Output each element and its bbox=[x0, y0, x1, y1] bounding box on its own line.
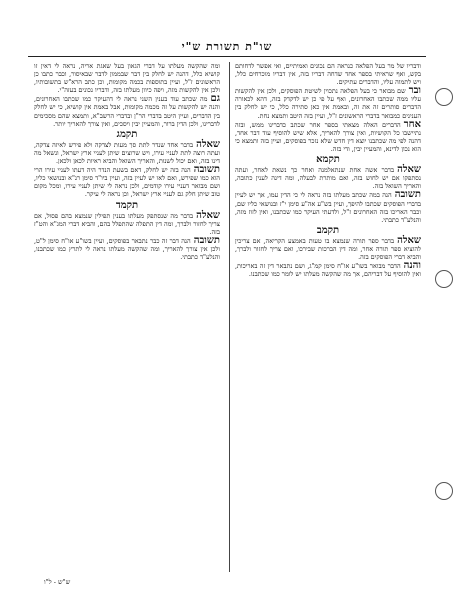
paragraph bbox=[34, 62, 220, 94]
paragraph bbox=[235, 191, 421, 223]
paragraph bbox=[34, 138, 220, 166]
paragraph-text: בדבר מה שנסתפק מעלתו בענין תפילין שנמצא בהם פסול, אם צריך לחזור ולברך, ומה דין התפלה שהתפלל בהם, והביא דברי המג"א והט"ז בזה. bbox=[34, 211, 220, 236]
paragraph-text: ודבריו של מר בעל הפלאה כנראה הם נכונים ואמיתיים, ואי אפשר לדחותם בקש, ואף שראיתי בספר אחד שדחה דבריו בזה, אין דבריו מוכרחים כלל, ויש לתמוה עליו, והדברים עתיקים. bbox=[235, 62, 421, 87]
siman-heading: תקמב bbox=[316, 224, 340, 236]
text-column-left bbox=[34, 62, 220, 572]
lead-word: שאלה bbox=[397, 234, 421, 246]
paragraph-text: הדבר מבואר בשו"ע או"ח סימן קמ"ג, ושם נתבאר דין זה באריכות, ואין להוסיף על דבריהם, אך מה שהקשה מעלתו יש לומר כמו שכתבנו. bbox=[235, 262, 421, 279]
paragraph-text: שם מבואר כי בעל הפלאה נתכוין לשיטת הפוסקים, ולכן אין להקשות עליו ממה שכתבו האחרונים, ואף על פי כן יש לדקדק בזה, דהא לכאורה הדברים סותרים זה את זה, ובאמת אין כאן סתירה כלל, כי יש לחלק בין הענינים כמבואר בדברי הראשונים ז"ל, ועיין בזה היטב ותמצא נחת. bbox=[235, 87, 421, 120]
lead-word: אחר bbox=[403, 118, 421, 130]
lead-word: שאלה bbox=[397, 164, 421, 176]
lead-word: שאלה bbox=[196, 138, 220, 150]
paragraph bbox=[235, 262, 421, 278]
siman-heading: תקמד bbox=[115, 199, 139, 211]
paragraph-text: הדברים האלה מצאתי בספר אחר שכתב כדברינו ממש, ובזה נתיישבו כל הקושיות, ואין צורך להאריך, אלא שיש להוסיף עוד דבר אחד, דהנה לפי מה שכתבנו יוצא דין חדש שלא נזכר בפוסקים, ועיין בזה ותמצא כי הוא נכון לדינא, והמעיין יבין, ודי בזה. bbox=[235, 120, 421, 153]
lead-word: תשובה bbox=[193, 234, 220, 246]
paragraph-text: בדבר אשה אחת שנתאלמנה ואחר כך נשאת לאחר, ועתה נסתפקו אם יש לחוש בזה, ואם מותרת לבעלה, ומה דינה לענין כתובה, והאריך השואל בזה. bbox=[235, 166, 421, 191]
column-divider bbox=[229, 62, 230, 572]
lead-word: והנה bbox=[403, 260, 421, 272]
paragraph-text: בדבר אחד שנדר לתת סך מעות לצדקה ולא פירש לאיזה צדקה, ועתה רוצה לתת לעניי עירו, ויש שרוצים שיתן לעניי ארץ ישראל, ונשאל מה דינו בזה, ואם יכול לשנות, והאריך השואל והביא ראיות לכאן ולכאן. bbox=[34, 140, 220, 166]
paragraph bbox=[34, 95, 220, 127]
lead-word: גם bbox=[210, 93, 220, 105]
lead-word: שאלה bbox=[196, 209, 220, 221]
paragraph bbox=[34, 166, 220, 198]
paragraph bbox=[235, 234, 421, 262]
paragraph bbox=[235, 62, 421, 86]
running-title: שו"ת תשורת ש"י bbox=[181, 39, 273, 53]
text-column-right bbox=[235, 62, 421, 572]
paragraph bbox=[34, 234, 220, 262]
lead-word: תשובה bbox=[394, 189, 421, 201]
binder-hole-icon bbox=[435, 482, 453, 500]
paragraph bbox=[235, 166, 421, 190]
running-header bbox=[28, 36, 426, 57]
paragraph bbox=[235, 118, 421, 153]
lead-word: ובר bbox=[408, 85, 421, 97]
paragraph-text: בדבר ספר תורה שנמצא בו טעות באמצע הקריאה, אם צריכין להוציא ספר תורה אחר, ומה דין הברכות שבירכו, ואם צריך לחזור ולברך, והביא דברי הפוסקים בזה. bbox=[235, 236, 421, 262]
lead-word: תשובה bbox=[193, 164, 220, 176]
paragraph-text: ומה שהקשה מעלתו על דברי הגאון בעל שאגת אריה, נראה לי דאין זו קושיא כלל, דהנה יש לחלק בין דבר שבממון לדבר שבאיסור, וכבר כתבו כן הראשונים ז"ל, ועיין בתוספות בכמה מקומות, וכן כתב הרא"ש בתשובותיו, ולכן אין להקשות מזה, ויפה כיוון מעלתו בזה, ודבריו נכונים בעזה"י. bbox=[34, 62, 220, 95]
footer-signature: ש"ש - ל"ו bbox=[44, 578, 71, 586]
siman-heading: תקמא bbox=[316, 154, 340, 166]
paragraph-text: הנה בזה יש לחלק, דאם בשעת הנדר היה דעתו לעניי עירו הרי הוא כמו שפירש, ואם לאו יש לעיין בזה, ועיין ביו"ד סימן רנ"א ובנושאי כליו, ושם מבואר דעניי עירו קודמים, ולכן נראה לי שיתן לעניי עירו, ומכל מקום טוב שיתן חלק גם לעניי ארץ ישראל, וכן נראה לי עיקר. bbox=[34, 166, 220, 199]
paragraph-text: הנה דבר זה כבר נתבאר בפוסקים, ועיין בשו"ע או"ח סימן ל"ט, ולכן אין צורך להאריך, ומה שהקשה מעלתו נראה לי לתרץ כמו שכתבנו, והנלע"ד כתבתי. bbox=[34, 236, 220, 262]
binder-hole-icon bbox=[435, 88, 453, 106]
paragraph bbox=[34, 209, 220, 236]
paragraph-text: הנה במה שכתב מעלתו בזה נראה לי כי הדין עמו, אך יש לעיין בדברי הפוסקים שכתבו להיפך, ועיין בש"ע אה"ע סימן י"ז ובנושאי כליו שם, וכבר האריכו בזה האחרונים ז"ל, ולדעתי העיקר כמו שכתבנו, ואין לזוז מזה, והנלע"ד כתבתי. bbox=[235, 191, 421, 224]
paragraph-text: מה שכתב עוד בענין השני נראה לי דהעיקר כמו שכתבו האחרונים, והנה יש להקשות על זה מכמה מקומות, אבל באמת אין קושיא, כי יש לחלק בין הדברים, ועיין היטב בדברי הר"ן ובדברי הרשב"א, ותמצא שהם מסכימים לדברינו, ולכן הדין ברור, והמעיין יבין ויסכים, ואין צורך להאריך יותר. bbox=[34, 95, 220, 128]
paragraph bbox=[235, 87, 421, 119]
binder-hole-icon bbox=[435, 270, 453, 288]
siman-heading: תקמג bbox=[116, 128, 138, 140]
